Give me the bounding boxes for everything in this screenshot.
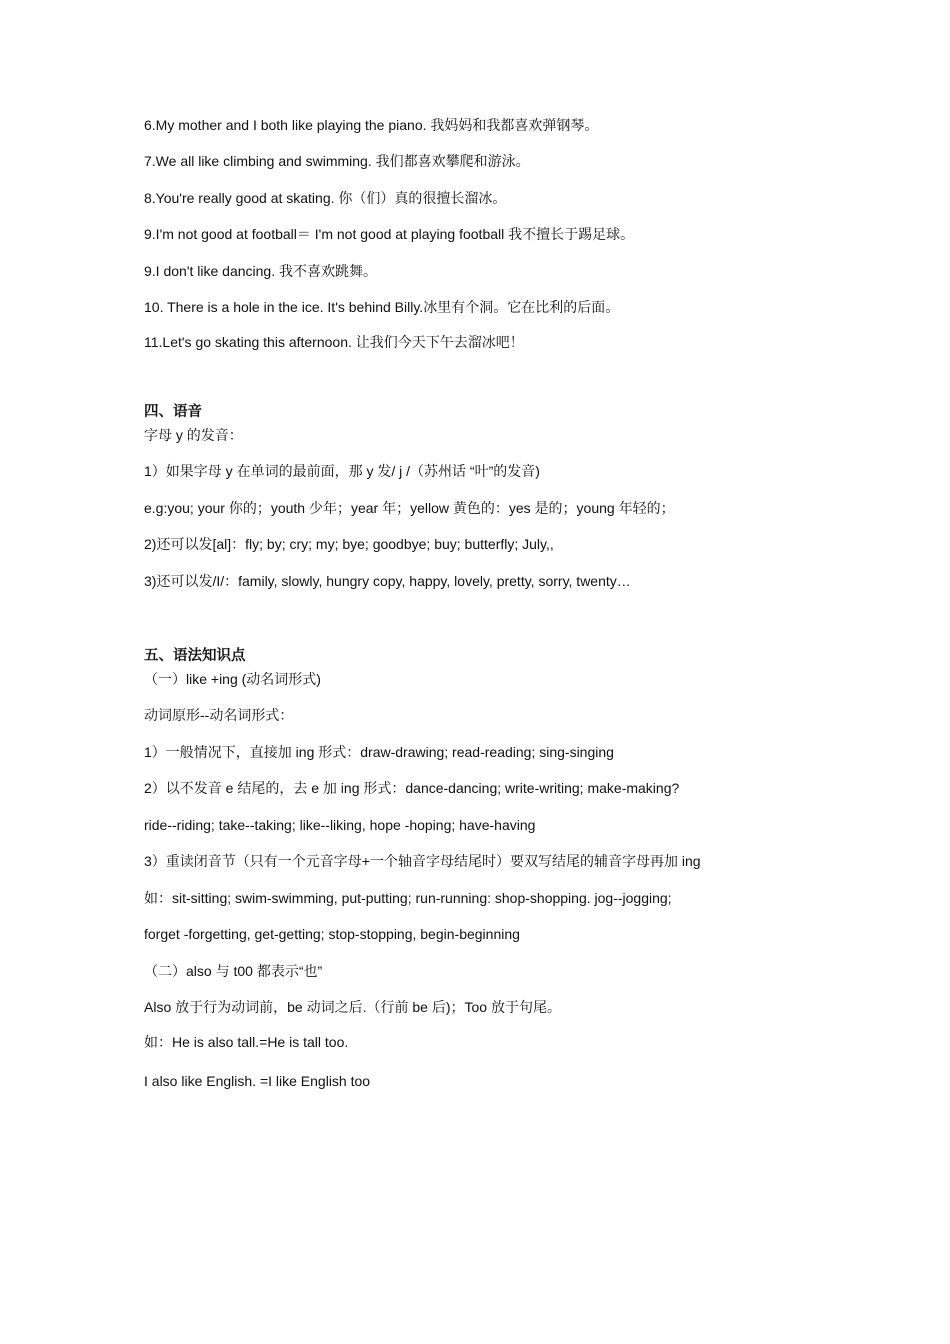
sentence-6: 6.My mother and I both like playing the piano. 我妈妈和我都喜欢弹钢琴。 — [144, 117, 599, 133]
section-5-line: （一）like +ing (动名词形式) — [144, 671, 321, 687]
section-5-line: Also 放于行为动词前，be 动词之后.（行前 be 后)；Too 放于句尾。 — [144, 999, 561, 1015]
section-4-line: 3)还可以发/I/：family, slowly, hungry copy, happy, lovely, pretty, sorry, twenty… — [144, 573, 631, 589]
section-4-line: 2)还可以发[al]：fly; by; cry; my; bye; goodbye; buy; butterfly; July,, — [144, 536, 554, 552]
section-5-line: 如：sit-sitting; swim-swimming, put-putting; run-running: shop-shopping. jog--jogging; — [144, 890, 672, 906]
sentence-10: 10. There is a hole in the ice. It's behind Billy.冰里有个洞。它在比利的后面。 — [144, 299, 620, 315]
sentence-8: 8.You're really good at skating. 你（们）真的很擅长溜冰。 — [144, 190, 507, 206]
section-4-line: 字母 y 的发音： — [144, 427, 243, 443]
sentence-7: 7.We all like climbing and swimming. 我们都喜欢攀爬和游泳。 — [144, 153, 530, 169]
sentence-11: 11.Let's go skating this afternoon. 让我们今天下午去溜冰吧！ — [144, 334, 524, 350]
section-5-line: （二）also 与 t00 都表示“也” — [144, 963, 323, 979]
section-5-line: 3）重读闭音节（只有一个元音字母+一个轴音字母结尾时）要双写结尾的辅音字母再加 ing — [144, 853, 701, 869]
section-5-line: 动词原形--动名词形式： — [144, 707, 294, 723]
section-4-heading: 四、语音 — [144, 404, 202, 420]
section-5-line: forget -forgetting, get-getting; stop-stopping, begin-beginning — [144, 926, 520, 942]
section-5-heading: 五、语法知识点 — [144, 648, 246, 664]
section-4-line: e.g:you; your 你的；youth 少年；year 年；yellow 黄色的：yes 是的；young 年轻的； — [144, 500, 675, 516]
section-5-line: 1）一般情况下，直接加 ing 形式：draw-drawing; read-reading; sing-singing — [144, 744, 614, 760]
section-5-line: 如：He is also tall.=He is tall too. — [144, 1034, 349, 1050]
section-5-line: I also like English. =I like English too — [144, 1073, 371, 1089]
section-4-line: 1）如果字母 y 在单词的最前面，那 y 发/ j /（苏州话 “叶”的发音) — [144, 463, 540, 479]
sentence-9b: 9.I don't like dancing. 我不喜欢跳舞。 — [144, 263, 377, 279]
section-5-line: 2）以不发音 e 结尾的，去 e 加 ing 形式：dance-dancing; write-writing; make-making? — [144, 780, 680, 796]
sentence-9a: 9.I'm not good at football＝ I'm not good at playing football 我不擅长于踢足球。 — [144, 226, 635, 242]
section-5-line: ride--riding; take--taking; like--liking, hope -hoping; have-having — [144, 817, 536, 833]
